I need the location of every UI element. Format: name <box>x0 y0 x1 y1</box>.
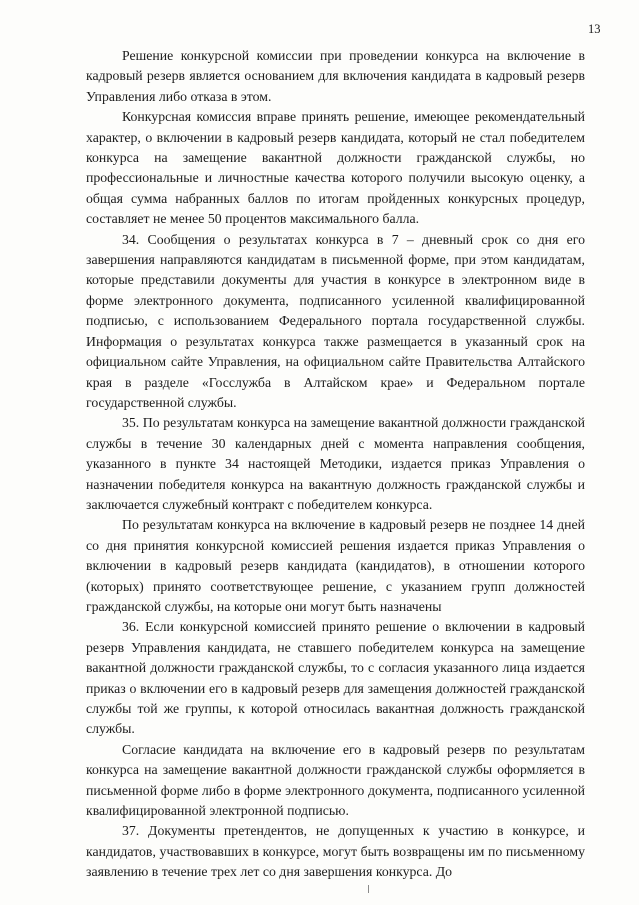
paragraph-reserve-decision: Решение конкурсной комиссии при проведении конкурса на включение в кадровый резерв является основанием для включения кандидата в кадровый резерв Управления либо отказа в этом. <box>86 48 585 104</box>
paragraph-reserve-order: По результатам конкурса на включение в кадровый резерв не позднее 14 дней со дня принятия конкурсной комиссией решения издается приказ Управления о включении в кадровый резерв кандидата (кандидатов), в отношении которого (которых) принято соответствующее решение, с указанием групп должностей гражданской службы, на которые они могут быть назначены <box>86 517 585 614</box>
page-number: 13 <box>588 22 601 36</box>
paragraph-item-34: 34. Сообщения о результатах конкурса в 7 – дневный срок со дня его завершения направляются кандидатам в письменной форме, при этом кандидатам, которые представили документы для участия в конкурсе в электронном виде в форме электронного документа, подписанного усиленной квалифицированной подписью, с использованием Федерального портала государственной службы. Информация о результатах конкурса также размещается в указанный срок на официальном сайте Управления, на официальном сайте Правительства Алтайского края в разделе «Госслужба в Алтайском крае» и Федеральном портале государственной службы. <box>86 231 585 410</box>
document-body <box>86 46 585 883</box>
scan-artifact-mark <box>368 885 369 893</box>
paragraph-candidate-consent: Согласие кандидата на включение его в кадровый резерв по результатам конкурса на замещение вакантной должности гражданской службы оформляется в письменной форме либо в форме электронного документа, подписанного усиленной квалифицированной электронной подписью. <box>86 741 585 819</box>
paragraph-item-35: 35. По результатам конкурса на замещение вакантной должности гражданской службы в течение 30 календарных дней с момента направления сообщения, указанного в пункте 34 настоящей Методики, издается приказ Управления о назначении победителя конкурса на вакантную должность гражданской службы и заключается служебный контракт с победителем конкурса. <box>86 415 585 512</box>
paragraph-commission-recommendation: Конкурсная комиссия вправе принять решение, имеющее рекомендательный характер, о включении в кадровый резерв кандидата, который не стал победителем конкурса на замещение вакантной должности гражданской службы, но профессиональные и личностные качества которого получили высокую оценку, а общая сумма набранных баллов по итогам пройденных конкурсных процедур, составляет не менее 50 процентов максимального балла. <box>86 109 585 227</box>
paragraph-item-37: 37. Документы претендентов, не допущенных к участию в конкурсе, и кандидатов, участвовавших в конкурсе, могут быть возвращены им по письменному заявлению в течение трех лет со дня завершения конкурса. До <box>86 823 585 880</box>
paragraph-item-36: 36. Если конкурсной комиссией принято решение о включении в кадровый резерв Управления кандидата, не ставшего победителем конкурса на замещение вакантной должности гражданской службы, то с согласия указанного лица издается приказ о включении его в кадровый резерв для замещения должностей гражданской службы той же группы, к которой относилась вакантная должность гражданской службы. <box>86 619 585 737</box>
